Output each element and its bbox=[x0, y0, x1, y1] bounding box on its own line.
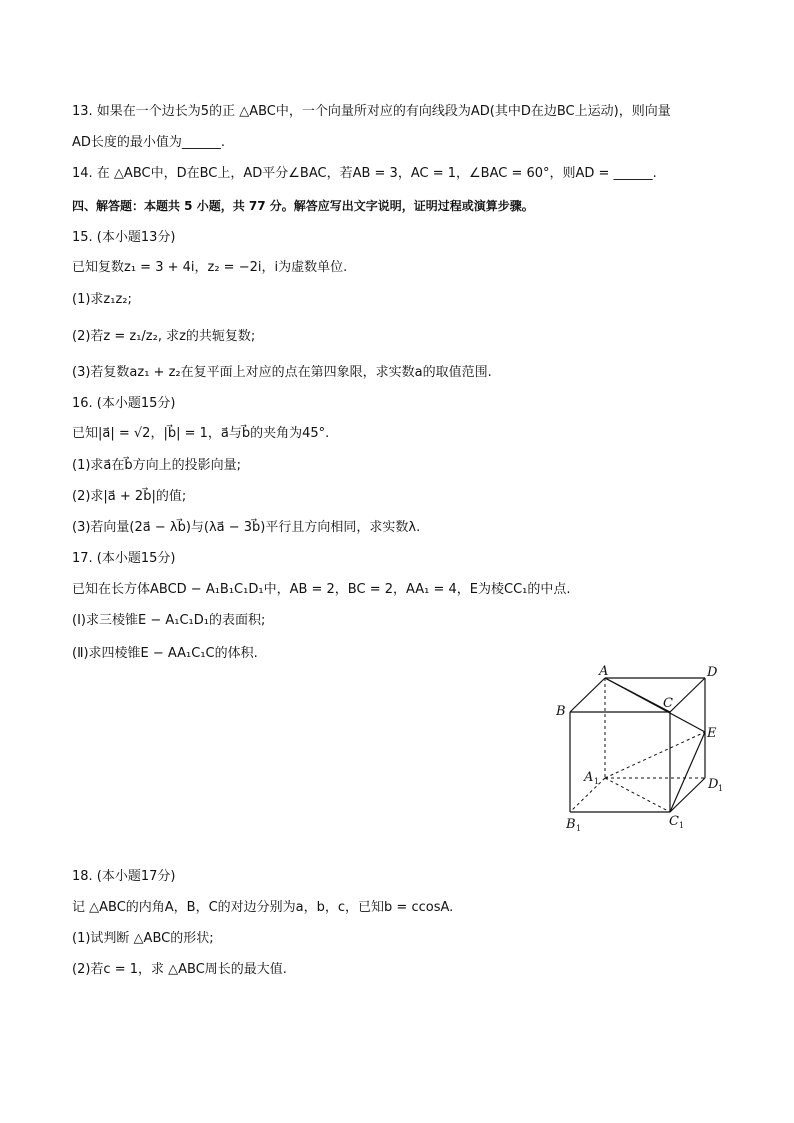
segment-A-C bbox=[605, 678, 670, 712]
problem-13-line-1: 13. 如果在一个边长为5的正 △ABC中，一个向量所对应的有向线段为AD(其中D在边BC上运动)，则向量 bbox=[72, 104, 671, 119]
label-D1: D bbox=[708, 777, 719, 792]
problem-17-q1: (Ⅰ)求三棱锥E − A₁C₁D₁的表面积; bbox=[72, 613, 266, 628]
problem-15-q3: (3)若复数az₁ + z₂在复平面上对应的点在第四象限，求实数a的取值范围. bbox=[72, 365, 492, 380]
problem-18-q1: (1)试判断 △ABC的形状; bbox=[72, 931, 214, 946]
label-B1-sub: 1 bbox=[576, 824, 582, 833]
problem-16-q3: (3)若向量(2a⃗ − λb⃗)与(λa⃗ − 3b⃗)平行且方向相同，求实数λ. bbox=[72, 520, 421, 535]
label-B: B bbox=[556, 704, 566, 719]
edge-D1-C1 bbox=[670, 778, 705, 812]
label-D: D bbox=[707, 665, 718, 680]
problem-16-title: 16. (本小题15分) bbox=[72, 396, 176, 411]
problem-16-stem: 已知|a⃗| = √2，|b⃗| = 1，a⃗与b⃗的夹角为45°. bbox=[72, 426, 330, 441]
problem-15-title: 15. (本小题13分) bbox=[72, 230, 176, 245]
problem-17-title: 17. (本小题15分) bbox=[72, 551, 176, 566]
problem-13-line-2: AD长度的最小值为______. bbox=[72, 135, 226, 150]
problem-15-q1: (1)求z₁z₂; bbox=[72, 292, 132, 307]
label-D1-sub: 1 bbox=[718, 784, 724, 793]
segment-A1-C1-hidden bbox=[605, 778, 670, 812]
label-C1: C bbox=[669, 814, 679, 829]
segment-E-C1 bbox=[670, 732, 705, 812]
label-A: A bbox=[599, 664, 609, 679]
section-4-heading: 四、解答题：本题共 5 小题，共 77 分。解答应写出文字说明，证明过程或演算步骤。 bbox=[72, 199, 534, 213]
problem-17-stem: 已知在长方体ABCD − A₁B₁C₁D₁中，AB = 2，BC = 2，AA₁ = 4，E为棱CC₁的中点. bbox=[72, 582, 571, 597]
label-B1: B bbox=[566, 817, 576, 832]
segment-A1-E-hidden bbox=[605, 732, 705, 778]
label-E: E bbox=[707, 726, 717, 741]
cuboid-figure bbox=[548, 660, 738, 840]
label-A1: A bbox=[584, 770, 594, 785]
problem-15-q2: (2)若z = z₁/z₂, 求z的共轭复数; bbox=[72, 329, 256, 344]
problem-15-stem: 已知复数z₁ = 3 + 4i，z₂ = −2i，i为虚数单位. bbox=[72, 260, 348, 275]
problem-18-title: 18. (本小题17分) bbox=[72, 869, 176, 884]
problem-18-q2: (2)若c = 1，求 △ABC周长的最大值. bbox=[72, 962, 287, 977]
problem-18-stem: 记 △ABC的内角A，B，C的对边分别为a，b，c，已知b = ccosA. bbox=[72, 900, 454, 915]
problem-17-q2: (Ⅱ)求四棱锥E − AA₁C₁C的体积. bbox=[72, 646, 258, 661]
problem-16-q1: (1)求a⃗在b⃗方向上的投影向量; bbox=[72, 458, 242, 473]
problem-14-line-1: 14. 在 △ABC中，D在BC上，AD平分∠BAC，若AB = 3，AC = 1，∠BAC = 60°，则AD = ______. bbox=[72, 166, 657, 181]
label-C: C bbox=[663, 696, 673, 711]
label-C1-sub: 1 bbox=[679, 821, 685, 830]
edge-A-B bbox=[570, 678, 605, 712]
problem-16-q2: (2)求|a⃗ + 2b⃗|的值; bbox=[72, 489, 187, 504]
edge-D-C bbox=[670, 678, 705, 712]
label-A1-sub: 1 bbox=[594, 777, 600, 786]
